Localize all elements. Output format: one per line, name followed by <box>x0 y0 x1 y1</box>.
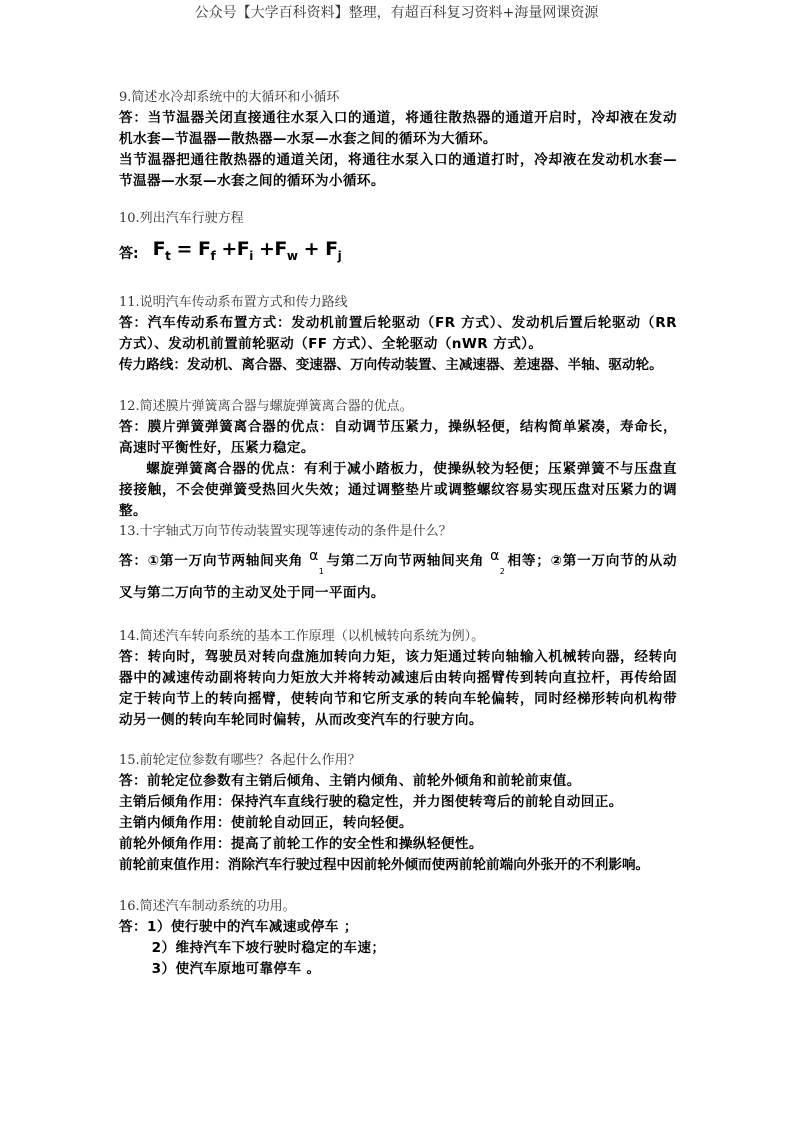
eq-sub: f <box>210 249 216 263</box>
answer-line: 主销后倾角作用：保持汽车直线行驶的稳定性，并力图使转弯后的前轮自动回正。 <box>119 794 623 810</box>
eq-term: +F <box>252 238 287 261</box>
answer-text: 与第二万向节两轴间夹角 <box>326 553 485 569</box>
answer-paragraph: 答：汽车传动系布置方式：发动机前置后轮驱动（FR 方式）、发动机后置后轮驱动（RR 方式）、发动机前置前轮驱动（FF 方式）、全轮驱动（nWR 方式）。 <box>119 315 677 352</box>
eq-sign: = <box>170 238 198 261</box>
answer-line: 3）使汽车原地可靠停车 。 <box>151 961 321 977</box>
question-title: 12.简述膜片弹簧离合器与螺旋弹簧离合器的优点。 <box>119 399 413 414</box>
alpha-symbol <box>490 548 506 576</box>
question-title: 11.说明汽车传动系布置方式和传力路线 <box>119 295 348 310</box>
question-12 <box>119 396 677 522</box>
driving-equation <box>119 229 677 263</box>
answer-line: 前轮前束值作用：消除汽车行驶过程中因前轮外倾而使两前轮前端向外张开的不利影响。 <box>119 857 650 873</box>
eq-term: F <box>152 238 166 261</box>
answer-label: 答: <box>119 246 139 262</box>
answer-paragraph: 答：转向时，驾驶员对转向盘施加转向力矩，该力矩通过转向轴输入机械转向器，经转向器中的减速传动副将转向力矩放大并将转动减速后由转向摇臂传到转向直拉杆，再传给固定于转向节上的转向摇臂，使转向节和它所支承的转向车轮偏转，同时经梯形转向机构带动另一侧的转向车轮同时偏转，从而改变汽车的行驶方向。 <box>119 649 677 728</box>
question-11 <box>119 292 677 376</box>
answer-line: 前轮外倾角作用：提高了前轮工作的安全性和操纵轻便性。 <box>119 836 483 852</box>
answer-text: 相等；②第一万向节的从动叉与第二万向节的主动叉处于同一平面内。 <box>119 553 677 601</box>
eq-sub: i <box>249 249 253 263</box>
eq-sub: t <box>165 249 171 263</box>
question-13 <box>119 521 677 607</box>
question-title: 15.前轮定位参数有哪些？各起什么作用？ <box>119 753 361 768</box>
equation <box>153 238 342 263</box>
eq-term: +F <box>215 238 250 261</box>
alpha-sub: 1 <box>318 566 325 576</box>
question-10 <box>119 208 677 263</box>
answer-line: 2）维持汽车下坡行驶时稳定的车速； <box>151 940 386 956</box>
question-14 <box>119 626 677 731</box>
question-title: 10.列出汽车行驶方程 <box>119 211 244 226</box>
answer-paragraph: 当节温器把通往散热器的通道关闭，将通往水泵入口的通道打时，冷却液在发动机水套—节温器—水泵—水套之间的循环为小循环。 <box>119 152 677 189</box>
question-title: 16.简述汽车制动系统的功用。 <box>119 899 296 914</box>
eq-sub: w <box>286 249 298 263</box>
page-header-watermark: 公众号【大学百科资料】整理，有超百科复习资料+海量网课资源 <box>194 5 599 21</box>
question-title: 9.简述水冷却系统中的大循环和小循环 <box>119 90 340 105</box>
answer-paragraph: 答：当节温器关闭直接通往水泵入口的通道，将通往散热器的通道开启时，冷却液在发动机水套—节温器—散热器—水泵—水套之间的循环为大循环。 <box>119 110 677 147</box>
eq-term: F <box>198 238 211 261</box>
question-title: 14.简述汽车转向系统的基本工作原理（以机械转向系统为例）。 <box>119 629 485 644</box>
alpha-sub: 2 <box>499 566 506 576</box>
question-title: 13.十字轴式万向节传动装置实现等速传动的条件是什么？ <box>119 524 452 539</box>
answer-paragraph: 传力路线：发动机、离合器、变速器、万向传动装置、主减速器、差速器、半轴、驱动轮。 <box>119 357 663 373</box>
answer-line: 答：1）使行驶中的汽车减速或停车 ； <box>119 919 358 935</box>
alpha: α <box>490 548 500 564</box>
question-15 <box>119 750 677 876</box>
answer-line: 答：前轮定位参数有主销后倾角、主销内倾角、前轮外倾角和前轮前束值。 <box>119 773 581 789</box>
answer-paragraph: 螺旋弹簧离合器的优点：有利于减小踏板力，使操纵较为轻便；压紧弹簧不与压盘直接接触，不会使弹簧受热回火失效；通过调整垫片或调整螺纹容易实现压盘对压紧力的调整。 <box>119 461 677 519</box>
eq-sub: j <box>337 249 342 263</box>
alpha: α <box>309 548 319 564</box>
alpha-symbol <box>309 548 325 576</box>
answer-text: 答：①第一万向节两轴间夹角 <box>119 553 304 569</box>
question-16 <box>119 896 677 980</box>
answer-paragraph: 答：膜片弹簧弹簧离合器的优点：自动调节压紧力，操纵轻便，结构简单紧凑，寿命长，高速时平衡性好，压紧力稳定。 <box>119 419 677 456</box>
question-9 <box>119 87 677 192</box>
answer-paragraph <box>119 548 677 607</box>
answer-line: 主销内倾角作用：使前轮自动回正，转向轻便。 <box>119 815 413 831</box>
eq-term: + F <box>297 238 338 261</box>
